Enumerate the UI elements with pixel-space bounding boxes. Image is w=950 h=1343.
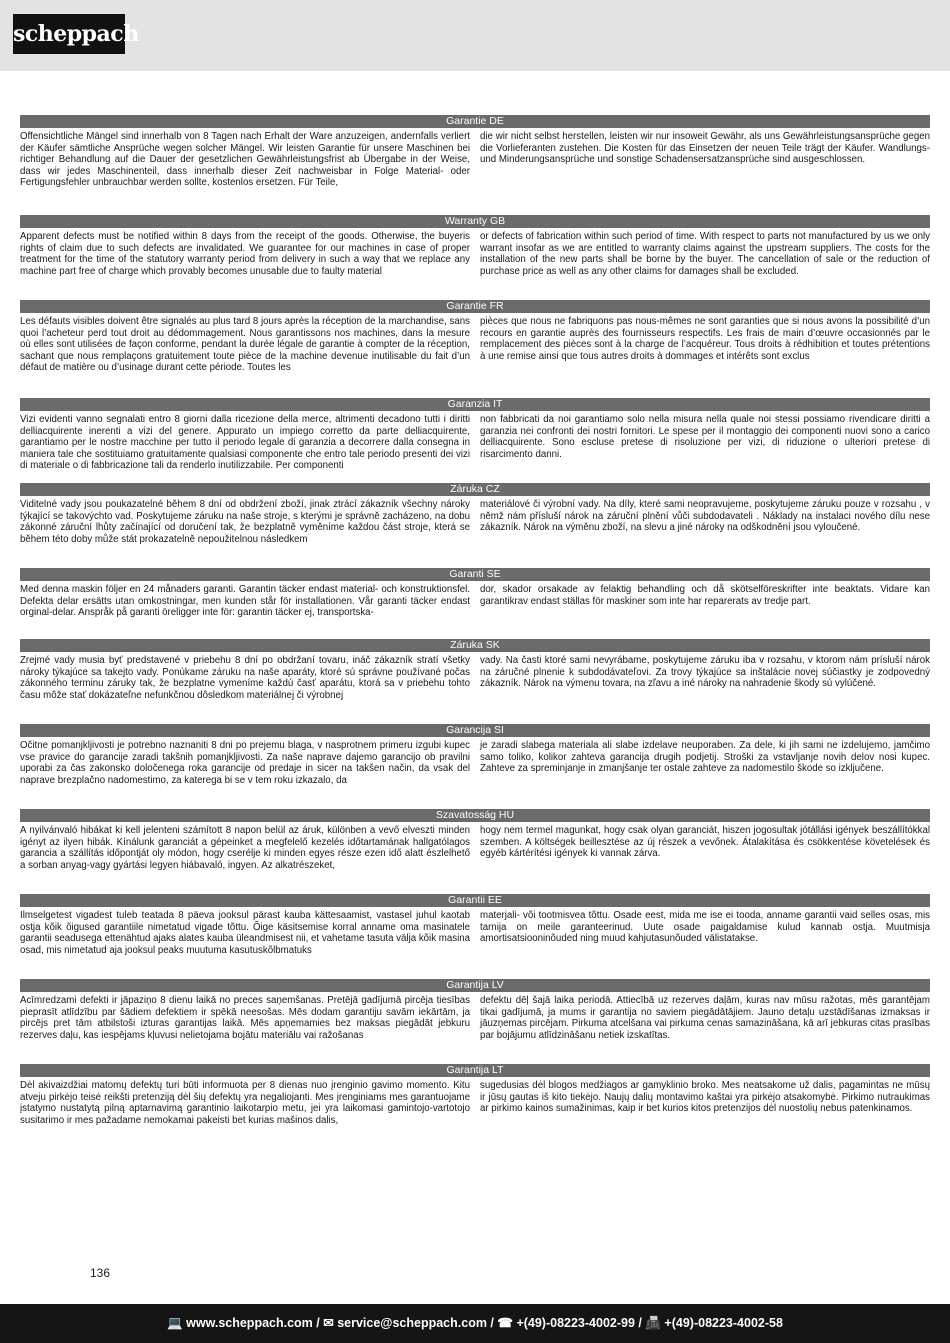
section-title: Garantie FR [20, 300, 930, 313]
section-text-right: materjali- või tootmisvea tõttu. Osade eest, mida me ise ei tooda, anname garantii vaid selles osas, mis tarnija on meile garanteerinud. Uute osade paigaldamise kulud kannab ostja. Muutmisja amortisatsiooninõuded ning muud kahjutasunõuded välistatakse. [480, 910, 930, 944]
section-title: Garancija SI [20, 724, 930, 737]
section-text-left: Les défauts visibles doivent être signalés au plus tard 8 jours après la réception de la marchandise, sans quoi l’acheteur perd tout droit au dédommagement. Nous garantissons nos machines, dans la mesure où elles sont utilisées de façon conforme, pendant la durée légale de garantie à compter de la réception, sachant que nous remplaçons gratuitement toute pièce de la machine devenue inutilisable du fait d’un défaut de matière ou d’usinage durant cette période. Toutes les [20, 316, 470, 373]
section-text-right: vady. Na časti ktoré sami nevyrábame, poskytujeme záruku iba v rozsahu, v ktorom nám prísluší nárok na záručné plnenie k subdodávateľovi. Za trovy týkajúce sa inštalácie novej súčiastky je zodpovedný zákazník. Nárok na výmenu tovara, na zľavu a iné nároky na nahradenie škody sú vylúčené. [480, 655, 930, 689]
section-text-left: Viditelné vady jsou poukazatelné během 8 dní od obdržení zboží, jinak ztrácí zákazník všechny nároky týkající se takovýchto vad. Poskytujeme záruku na naše stroje, s kterými je správně zacházeno, na dobu zákonné záruční lhůty začínající od doručení tak, že bezplatně vyměníme každou část stroje, která se během této doby může stát prokazatelně nepoužitelnou následkem [20, 499, 470, 545]
footer-separator: / [634, 1316, 646, 1330]
section-text-right: je zaradi slabega materiala ali slabe izdelave neuporaben. Za dele, ki jih sami ne izdelujemo, jamčimo samo toliko, kolikor zahteva garancija drugih podjetij. Stroški za vstavljanje novih delov nosi kupec. Zahteve za spreminjanje in zmanjšanje ter ostale zahteve za nadomestilo škode so izključene. [480, 740, 930, 774]
section-warranty-gb [20, 215, 930, 277]
section-title: Garanzia IT [20, 398, 930, 411]
fax-number: +(49)-08223-4002-58 [664, 1316, 783, 1330]
section-garancija-si [20, 724, 930, 786]
section-title: Záruka CZ [20, 483, 930, 496]
section-title: Garantija LV [20, 979, 930, 992]
section-garanti-se [20, 568, 930, 619]
section-text-right: hogy nem termel magunkat, hogy csak olyan garanciát, hiszen jogosultak jótállási igények beszállítókkal szemben. A költségek beillesztése az új részek a vevőnek. Átalakítása és csökkentése követelések és egyéb kártérítési igények ki vannak zárva. [480, 825, 930, 859]
section-title: Szavatosság HU [20, 809, 930, 822]
section-text-left: A nyilvánvaló hibákat ki kell jelenteni számított 8 napon belül az áruk, különben a vevő elveszti minden igényt az ilyen hibák. Kínálunk garanciát a gépeinket a megfelelő kezelés időtartamának hallgatólagos garancia a szállítás időpontját oly módon, hogy cserélje ki minden egyes része ezen idő alatt észlelhető a sorban anyag-vagy gyártási legyen hiábavaló, ingyen. Az alkatrészeket, [20, 825, 470, 871]
section-title: Garantija LT [20, 1064, 930, 1077]
fax-icon: 📠 [645, 1316, 661, 1330]
section-title: Záruka SK [20, 639, 930, 652]
section-text-right: sugedusias dėl blogos medžiagos ar gamyklinio broko. Mes neatsakome už dalis, pagamintas ne mūsų ir jūsų gautas iš kito tiekėjo. Naujų dalių montavimo kaštai yra pirkėjo atsakomybė. Pirkimo nutraukimas ar pirkimo kainos sumažinimas, kaip ir bet kurios kitos pretenzijos dėl nuostolių nebus patenkinamos. [480, 1080, 930, 1114]
section-garantie-fr [20, 300, 930, 374]
phone-number: +(49)-08223-4002-99 [516, 1316, 635, 1330]
footer-separator: / [486, 1316, 498, 1330]
section-text-right: defektu dēļ šajā laika periodā. Attiecībā uz rezerves daļām, kuras nav mūsu ražotas, mēs garantējam tikai gadījumā, ja mums ir garantija no saviem piegādātājiem. Jauno detaļu uzstādīšanas izmaksas ir jāuzņemas pircējam. Pirkuma atcelšana vai pirkuma cenas samazināšana, kā arī jebkuras citas prasības par bojājumu atlīdzināšanu netiek izskatītas. [480, 995, 930, 1041]
section-title: Garantie DE [20, 115, 930, 128]
section-zaruka-cz [20, 483, 930, 545]
section-text-right: die wir nicht selbst herstellen, leisten wir nur insoweit Gewähr, als uns Gewährleistungsansprüche gegen die Vorlieferanten zustehen. Die Kosten für das Einsetzen der neuen Teile trägt der Käufer. Wandlungs- und Minderungsansprüche und sonstige Schadensersatzansprüche sind ausgeschlossen. [480, 131, 930, 165]
email-link[interactable]: service@scheppach.com [337, 1316, 487, 1330]
section-text-left: Ilmselgetest vigadest tuleb teatada 8 päeva jooksul pärast kauba kättesaamist, vastasel juhul kaotab ostja kõik õigused garantiile nimetatud vigade tõttu. Õige käsitsemise korral anname oma masinatele garantii seadusega ettenähtud ajaks alates kauba üleandmisest nii, et vahetame tasuta välja kõik masina osad, mis nimetatud aja jooksul peaks muutuma kasutuskõlbmatuks [20, 910, 470, 956]
section-title: Garanti SE [20, 568, 930, 581]
page-number: 136 [90, 1266, 111, 1280]
section-text-left: Dėl akivaizdžiai matomų defektų turi būti informuota per 8 dienas nuo įrenginio gavimo momento. Kitu atveju pirkėjo teisė reikšti pretenziją dėl šių defektų yra negaliojanti. Mes įrenginiams mes garantuojame įstatymo nustatytą pilną aptarnavimą garantinio laikotarpio metu, jei yra laikomasi gamintojo-vartotojo susitarimo ir mes pažadame nemokamai pakeisti bet kurias mašinos dalis, [20, 1080, 470, 1126]
scheppach-logo: scheppach [13, 14, 125, 54]
section-garantie-de [20, 115, 930, 189]
section-text-right: pièces que nous ne fabriquons pas nous-mêmes ne sont garanties que si nous avons la possibilité d’un recours en garantie auprès des fournisseurs respectifs. Les frais de main d’œuvre occasionnés par le remplacement des pièces sont à la charge de l’acquéreur. Tous droits à rédhibition et toutes prétentions à une remise ainsi que tous autres droits à dommages et intérêts sont exclus [480, 316, 930, 362]
section-text-left: Med denna maskin följer en 24 månaders garanti. Garantin täcker endast material- och konstruktionsfel. Defekta delar ersätts utan omkostningar, men kunden står för installationen. Vår garanti täcker endast orginal-delar. Anspråk på garanti öreligger inte för: garantin täcker ej, transportska- [20, 584, 470, 618]
section-title: Garantii EE [20, 894, 930, 907]
footer-separator: / [312, 1316, 324, 1330]
header-band [0, 0, 950, 71]
section-text-left: Apparent defects must be notified within 8 days from the receipt of the goods. Otherwise, the buyeris rights of claim due to such defects are invalidated. We guarantee for our machines in case of proper treatment for the time of the statutory warranty period from delivery in such a way that we replace any machine part free of charge which provably becomes unusable due to faulty material [20, 231, 470, 277]
section-garantija-lv [20, 979, 930, 1041]
section-text-right: non fabbricati da noi garantiamo solo nella misura nella quale noi stessi possiamo rivendicare diritti a garanzia nei confronti dei nostri fornitori. Le spese per il montaggio dei componenti nuovi sono a carico delliacquirente. Sono escluse pretese di risoluzione per vizi, di riduzione o ulteriori pretese di risarcimento danni. [480, 414, 930, 460]
phone-icon: ☎ [497, 1316, 513, 1330]
email-icon: ✉ [323, 1316, 334, 1330]
section-garanzia-it [20, 398, 930, 472]
section-garantii-ee [20, 894, 930, 956]
computer-icon: 💻 [167, 1316, 183, 1330]
section-zaruka-sk [20, 639, 930, 701]
section-text-right: or defects of fabrication within such period of time. With respect to parts not manufactured by us we only warrant insofar as we are entitled to warranty claims against the upstream suppliers. The costs for the installation of the new parts shall be borne by the buyer. The cancellation of sale or the reduction of purchase price as well as any other claims for damages shall be excluded. [480, 231, 930, 277]
footer-bar [0, 1304, 950, 1343]
section-text-left: Vizi evidenti vanno segnalati entro 8 giorni dalla ricezione della merce, altrimenti decadono tutti i diritti delliacquirente inerenti a vizi del genere. Appurato un impiego corretto da parte delliacquirente, garantiamo per le nostre macchine per tutto il periodo legale di garanzia a decorrere dalla consegna in maniera tale che sostituiamo gratuitamente qualsiasi componente che entro tale periodo presenti dei vizi di materiale o di fabbricazione tali da renderlo inutilizzabile. Per componenti [20, 414, 470, 471]
section-text-left: Očitne pomanjkljivosti je potrebno naznaniti 8 dni po prejemu blaga, v nasprotnem primeru izgubi kupec vse pravice do garancije zaradi takšnih pomanjkljivosti. Za naše naprave dajemo garancijo ob pravilni uporabi za čas zakonsko določenega roka garancije od predaje in sicer na takšen način, da vsak del naprave brezplačno nadomestimo, za katerega bi se v tem roku izkazalo, da [20, 740, 470, 786]
section-text-left: Acīmredzami defekti ir jāpaziņo 8 dienu laikā no preces saņemšanas. Pretējā gadījumā pircēja tiesības pieprasīt atlīdzību par šādiem defektiem ir spēkā neesošas. Mēs dodam garantiju savām iekārtām, ja pircējs pret tām atbilstoši izturas garantijas laikā. Mēs apņemamies bez maksas piegādāt jebkuru rezerves daļu, kas iespējams kļuvusi nelietojama bojātu materiālu vai ražošanas [20, 995, 470, 1041]
website-link[interactable]: www.scheppach.com [186, 1316, 313, 1330]
section-text-right: materiálové či výrobní vady. Na díly, které sami neopravujeme, poskytujeme záruku pouze v rozsahu , v němž nám přísluší nárok na záruční plnění vůči subdodavateli . Náklady na instalaci nového dílu nese zákazník. Nárok na výměnu zboží, na slevu a jiné nároky na odškodnění jsou vyloučené. [480, 499, 930, 533]
section-garantija-lt [20, 1064, 930, 1126]
section-title: Warranty GB [20, 215, 930, 228]
section-text-right: dor, skador orsakade av felaktig behandling och då skötselföreskrifter inte beaktats. Vidare kan garantikrav endast ställas för maskiner som inte har reparerats av tredje part. [480, 584, 930, 607]
section-text-left: Zrejmé vady musia byť predstavené v priebehu 8 dní po obdržaní tovaru, ináč zákazník stratí všetky nároky týkajúce sa takejto vady. Ponúkame záruku na naše aparáty, ktoré sú správne používané počas zákonného terminu záruky tak, že bezplatne vymeníme každú časť aparátu, ktorá sa v priebehu tohto času môže stať dokázateľne nefunkčnou dôsledkom materiálnej či výrobnej [20, 655, 470, 701]
section-text-left: Offensichtliche Mängel sind innerhalb von 8 Tagen nach Erhalt der Ware anzuzeigen, andernfalls verliert der Käufer sämtliche Ansprüche wegen solcher Mängel. Wir leisten Garantie für unsere Maschinen bei richtiger Behandlung auf die Dauer der gesetzlichen Gewährleistungsfrist ab Übergabe in der Weise, dass wir jedes Maschinenteil, dass innerhalb dieser Zeit nachweisbar in Folge Material- oder Fertigungsfehler unbrauchbar werden sollte, kostenlos ersetzen. Für Teile, [20, 131, 470, 188]
section-szavatossag-hu [20, 809, 930, 871]
